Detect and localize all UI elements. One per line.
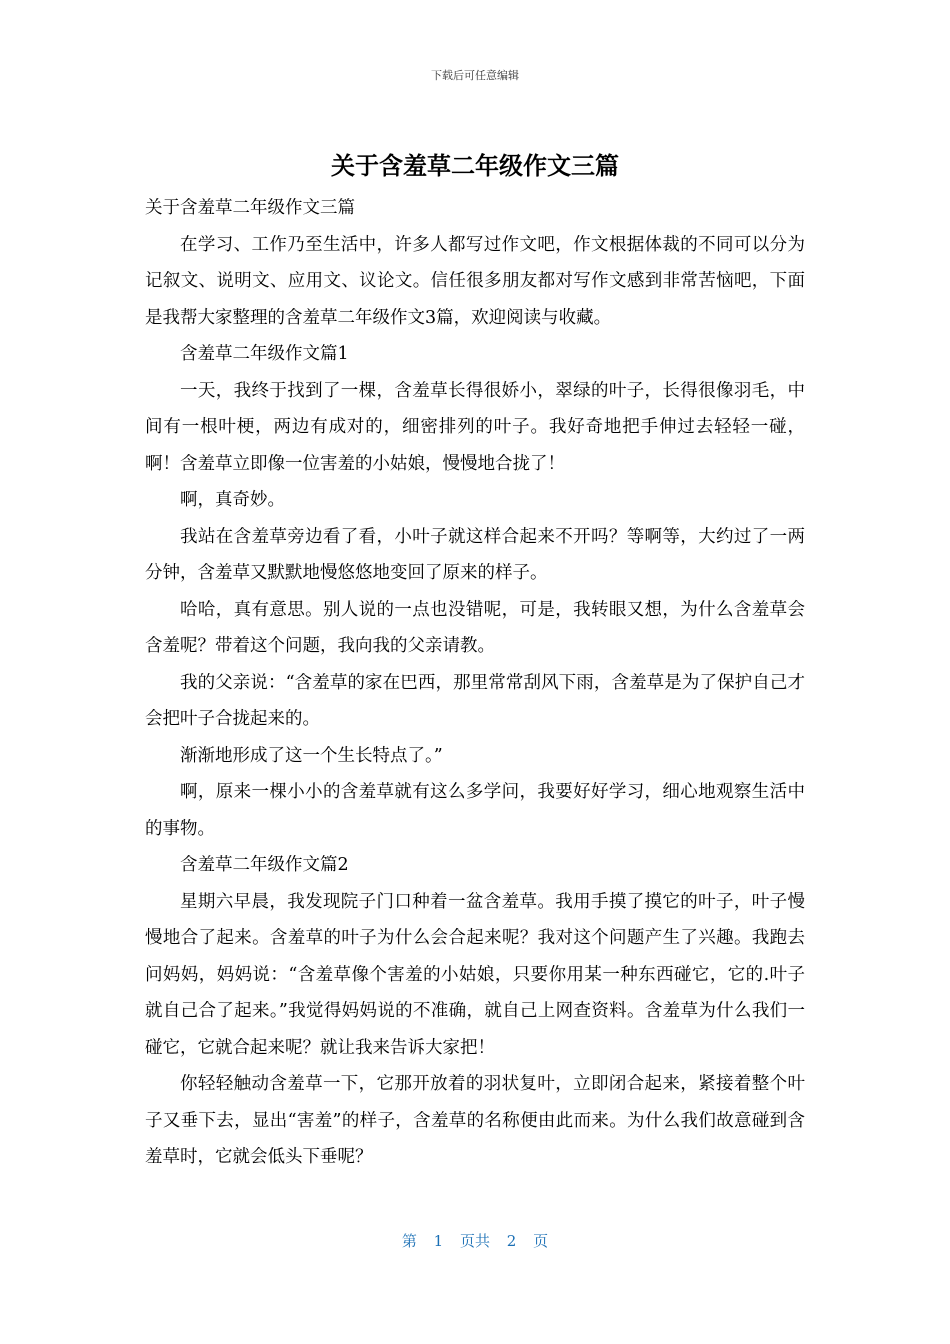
total-pages-number: 2 <box>506 1232 517 1250</box>
paragraph: 星期六早晨，我发现院子门口种着一盆含羞草。我用手摸了摸它的叶子，叶子慢慢地合了起来。含羞草的叶子为什么会合起来呢？我对这个问题产生了兴趣。我跑去问妈妈，妈妈说：“含羞草像个害羞的小姑娘，只要你用某一种东西碰它，它的.叶子就自己合了起来。”我觉得妈妈说的不准确，就自己上网查资料。含羞草为什么我们一碰它，它就合起来呢？就让我来告诉大家把！ <box>145 891 805 1058</box>
section-heading: 含羞草二年级作文篇2 <box>180 855 349 875</box>
paragraph: 啊，原来一棵小小的含羞草就有这么多学问，我要好好学习，细心地观察生活中的事物。 <box>145 782 805 839</box>
document-body <box>145 190 805 1176</box>
paragraph: 啊，真奇妙。 <box>180 490 285 510</box>
page-label-prefix: 第 <box>401 1232 417 1250</box>
paragraph: 渐渐地形成了这一个生长特点了。” <box>180 745 443 766</box>
paragraph: 关于含羞草二年级作文三篇 <box>145 198 355 218</box>
paragraph: 我站在含羞草旁边看了看，小叶子就这样合起来不开吗？等啊等，大约过了一两分钟，含羞草又默默地慢悠悠地变回了原来的样子。 <box>145 526 805 583</box>
current-page-number: 1 <box>433 1232 444 1250</box>
paragraph: 在学习、工作乃至生活中，许多人都写过作文吧，作文根据体裁的不同可以分为记叙文、说明文、应用文、议论文。信任很多朋友都对写作文感到非常苦恼吧，下面是我帮大家整理的含羞草二年级作文3篇，欢迎阅读与收藏。 <box>145 234 805 328</box>
page-label-middle: 页共 <box>459 1232 490 1250</box>
page-label-suffix: 页 <box>533 1232 549 1250</box>
paragraph: 一天，我终于找到了一棵，含羞草长得很娇小，翠绿的叶子，长得很像羽毛，中间有一根叶梗，两边有成对的，细密排列的叶子。我好奇地把手伸过去轻轻一碰，啊！含羞草立即像一位害羞的小姑娘，慢慢地合拢了！ <box>145 380 805 474</box>
paragraph: 哈哈，真有意思。别人说的一点也没错呢，可是，我转眼又想，为什么含羞草会含羞呢？带着这个问题，我向我的父亲请教。 <box>145 599 805 656</box>
section-heading: 含羞草二年级作文篇1 <box>180 344 349 364</box>
document-title: 关于含羞草二年级作文三篇 <box>331 152 619 180</box>
paragraph: 你轻轻触动含羞草一下，它那开放着的羽状复叶，立即闭合起来，紧接着整个叶子又垂下去，显出“害羞”的样子，含羞草的名称便由此而来。为什么我们故意碰到含羞草时，它就会低头下垂呢？ <box>145 1074 805 1167</box>
header-note: 下载后可任意编辑 <box>431 69 519 82</box>
page-footer <box>0 1230 950 1251</box>
paragraph: 我的父亲说：“含羞草的家在巴西，那里常常刮风下雨，含羞草是为了保护自己才会把叶子合拢起来的。 <box>145 672 805 729</box>
